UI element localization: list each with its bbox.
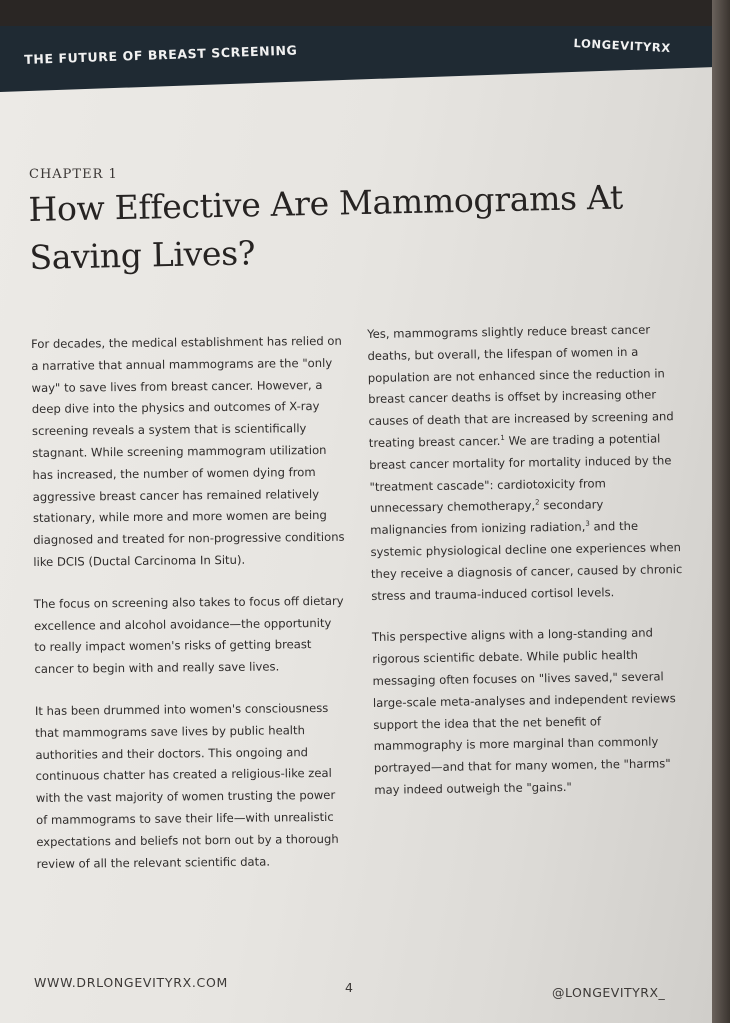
footer-website: WWW.DRLONGEVITYRX.COM <box>34 975 229 990</box>
right-paragraph-1-part-d: and the systemic physiological decline one experiences when they receive a diagnosis of cancer, caused by chronic stress and trauma-induced cortisol levels. <box>370 518 683 603</box>
right-paragraph-1-part-a: Yes, mammograms slightly reduce breast cancer deaths, but overall, the lifespan of women in a population are not enhanced since the reduction in breast cancer deaths is offset by increasing other causes of death that are increased by screening and treating breast cancer. <box>367 322 674 450</box>
background-top <box>0 0 730 26</box>
right-paragraph-1 <box>367 319 683 607</box>
footnote-ref-2: 2 <box>535 498 540 507</box>
footer-social-handle: @LONGEVITYRX_ <box>552 985 666 1000</box>
left-column <box>31 331 349 896</box>
left-paragraph-1: For decades, the medical establishment has relied on a narrative that annual mammograms are the "only way" to save lives from breast cancer. However, a deep dive into the physics and outcomes of X-ray screening reveals a system that is scientifically stagnant. While screening mammogram utilization has increased, the number of women dying from aggressive breast cancer has remained relatively stationary, while more and more women are being diagnosed and treated for non-progressive conditions like DCIS (Ductal Carcinoma In Situ). <box>31 333 345 569</box>
page-number: 4 <box>345 980 353 995</box>
right-paragraph-1-part-b: We are trading a potential breast cancer mortality for mortality induced by the "treatment cascade": cardiotoxicity from unnecessary chemotherapy, <box>369 431 672 516</box>
section-title: THE FUTURE OF BREAST SCREENING <box>24 42 298 67</box>
right-column <box>367 319 687 822</box>
page-title: How Effective Are Mammograms At Saving Lives? <box>28 177 624 277</box>
footnote-ref-1: 1 <box>500 433 505 443</box>
brand-name: LONGEVITYRX <box>573 36 672 56</box>
right-paragraph-2: This perspective aligns with a long-standing and rigorous scientific debate. While public health messaging often focuses on "lives saved," several large-scale meta-analyses and independent reviews support the idea that the net benefit of mammography is more marginal than commonly portrayed—and that for many women, the "harms" may indeed outweigh the "gains." <box>371 625 676 797</box>
chapter-label: CHAPTER 1 <box>29 167 118 182</box>
left-paragraph-3: It has been drummed into women's consciousness that mammograms save lives by public health authorities and their doctors. This ongoing and continuous chatter has created a religious-like zeal with the vast majority of women trusting the power of mammograms to save their life—with unrealistic expectations and beliefs not born out by a thorough review of all the relevant scientific data. <box>34 700 339 871</box>
right-paragraph-1-part-c: secondary malignancies from ionizing radiation, <box>370 497 604 538</box>
left-paragraph-2: The focus on screening also takes to focus off dietary excellence and alcohol avoidance—the opportunity to really impact women's risks of getting breast cancer to begin with and really save lives. <box>33 593 344 677</box>
background-right-edge <box>712 0 730 1023</box>
footnote-ref-3: 3 <box>585 519 590 528</box>
